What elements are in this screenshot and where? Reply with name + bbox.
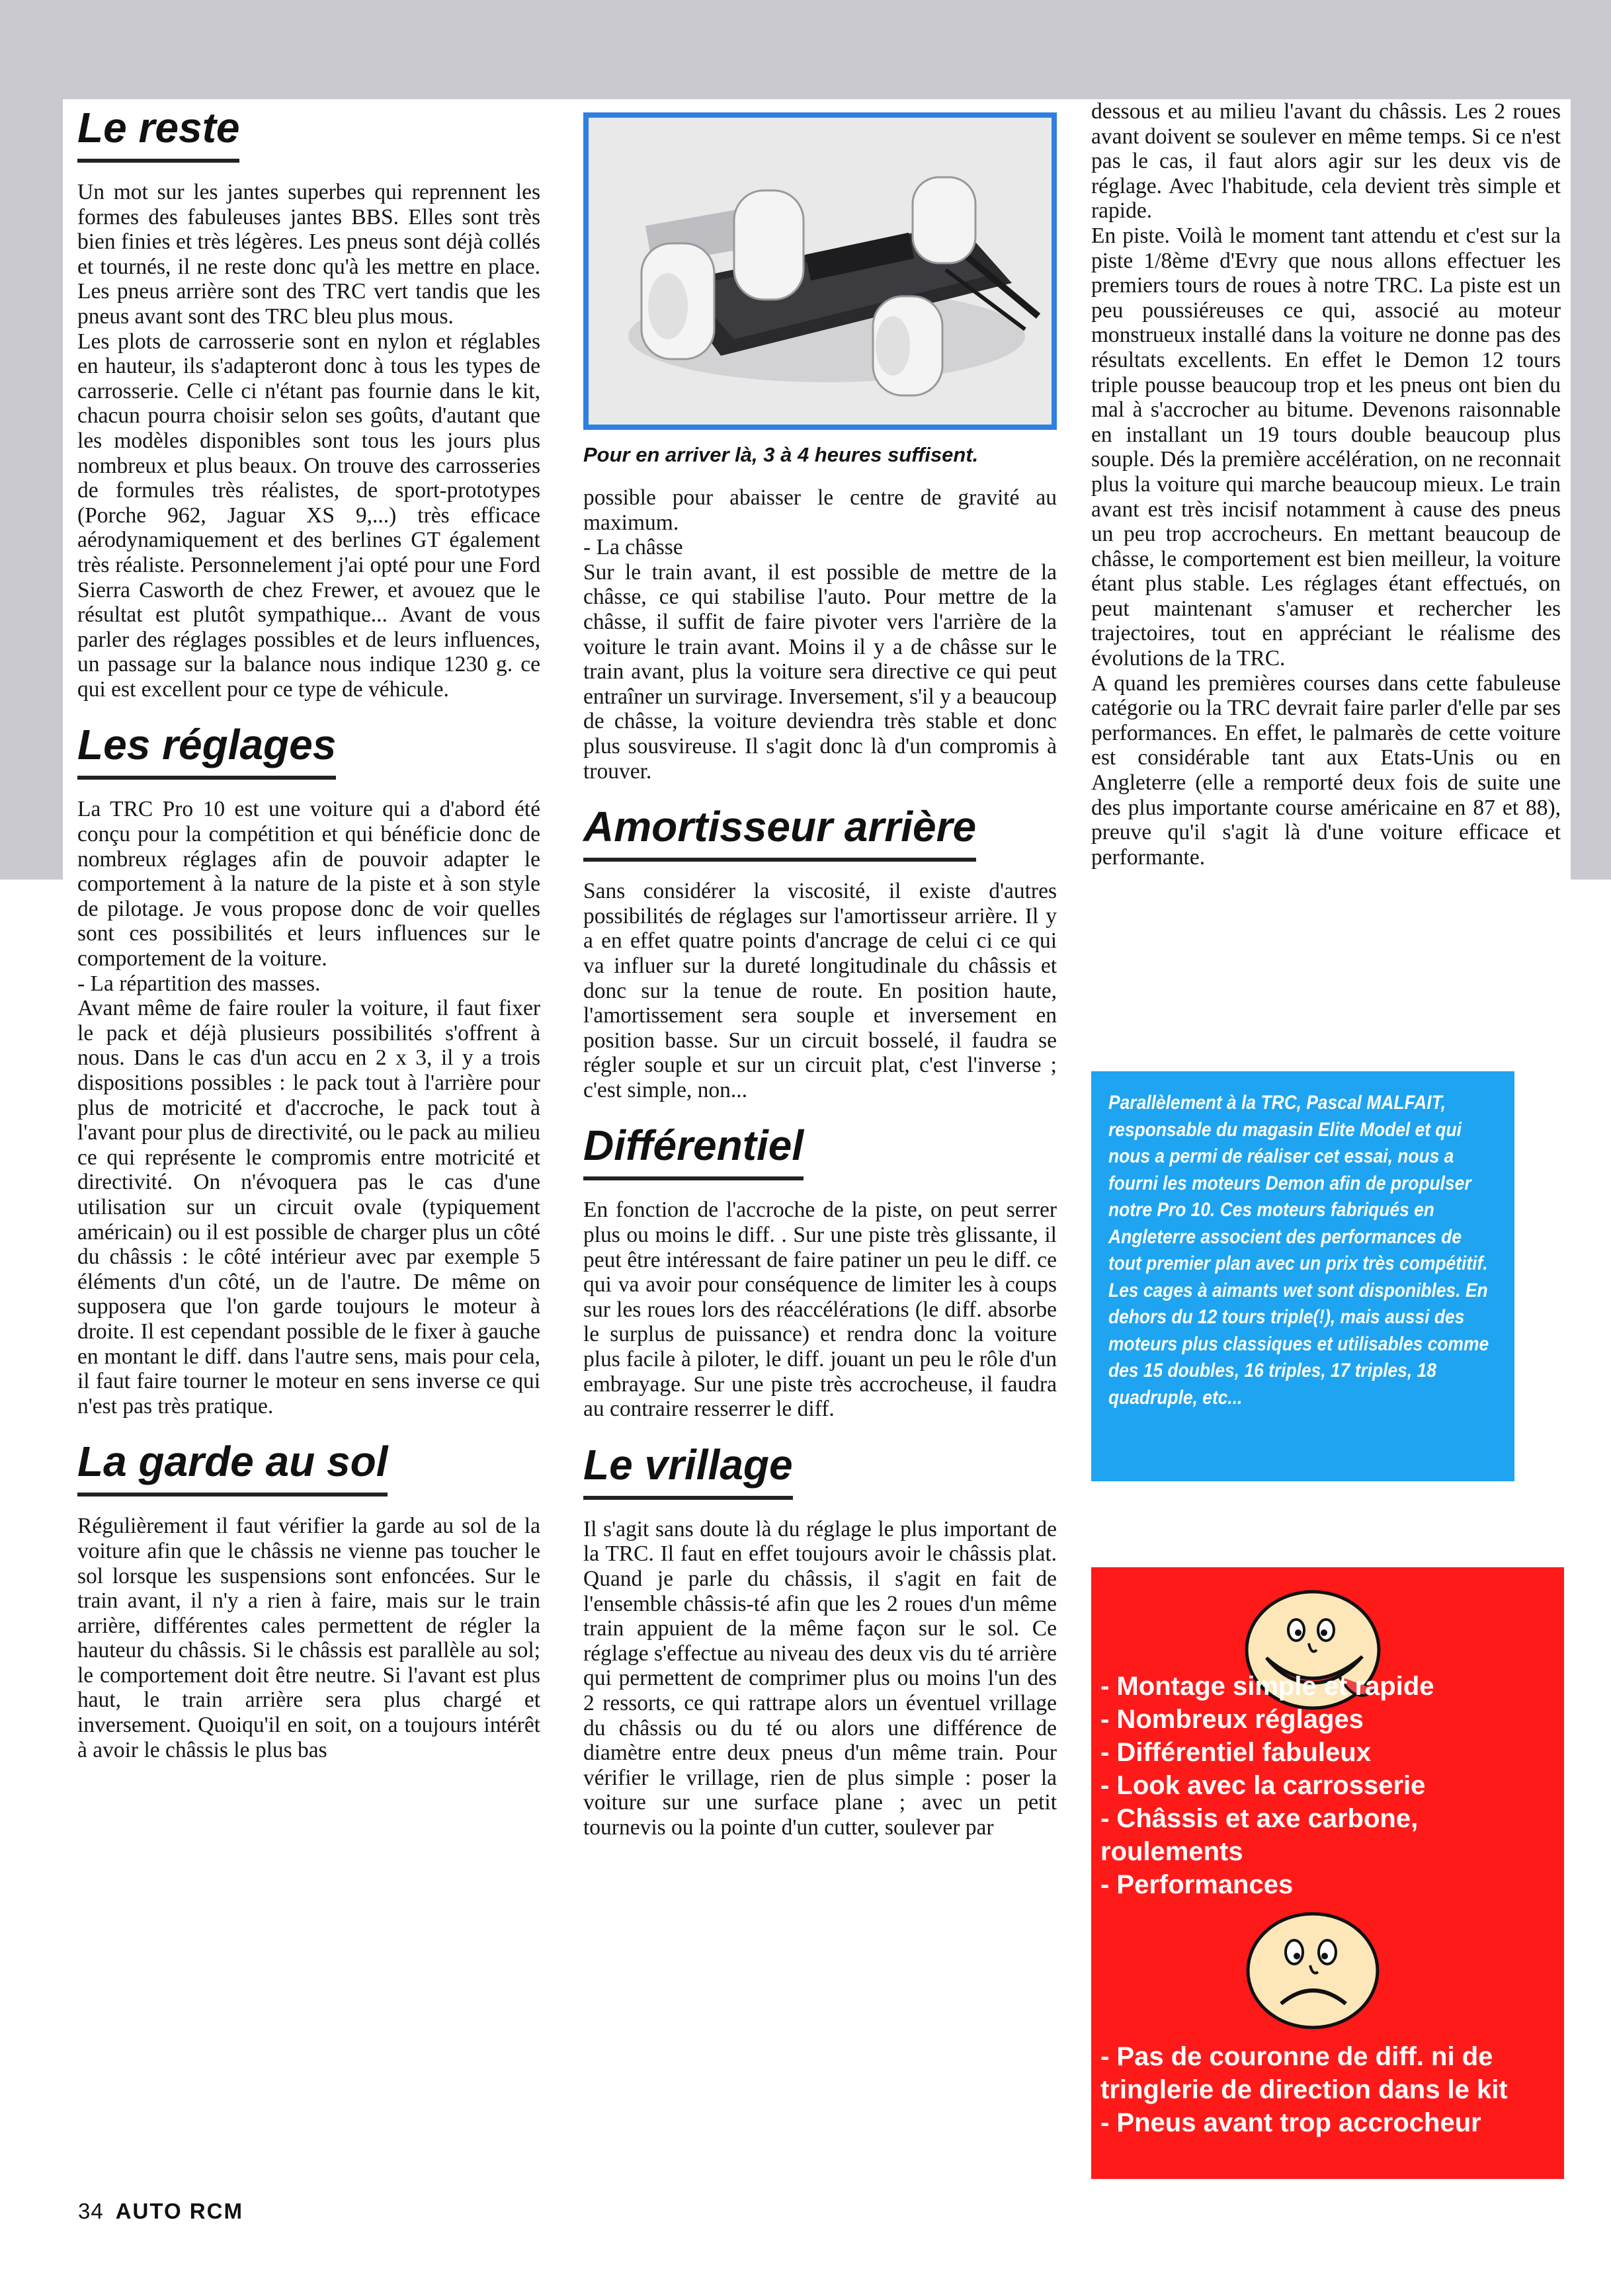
heading-les-reglages: Les réglages <box>77 716 336 780</box>
paragraph-repartition-masses: Avant même de faire rouler la voiture, il faut fixer le pack et déjà plusieurs possibilités s'offrent à nous. Dans le cas d'un accu en 2 x 3, il y a trois dispositions possibles : le pack tout à l'arrière pour plus de motricité et d'accroche, le pack tout à l'avant pour plus de directivité, ou le pack au milieu ce qui représente le compromis entre motricité et directivité. On n'évoquera pas le cas d'une utilisation sur un circuit ovale (typiquement américain) ou il est possible de charger plus un côté du châssis : le côté intérieur avec par exemple 5 éléments d'un côté, un de l'autre. De même on supposera que l'on garde toujours le moteur à droite. Il est cependant possible de le fixer à gauche en montant le diff. dans l'autre sens, mais pour cela, il faut faire tourner le moteur en sens inverse ce qui n'est pas très pratique. <box>77 996 540 1418</box>
pro-item: - Nombreux réglages <box>1100 1705 1364 1734</box>
paragraph-vrillage: Il s'agit sans doute là du réglage le plus important de la TRC. Il faut en effet toujours avoir le châssis plat. Quand je parle du châssis, il s'agit en fait de l'ensemble châssis-té afin que les 2 roues d'un même train appuient de la même façon sur le sol. Ce réglage s'effectue au niveau des deux vis du té arrière qui permettent de comprimer plus ou moins l'un des 2 ressorts, ce qui rattrape alors un éventuel vrillage du châssis ou du té ou alors une différence de diamètre entre deux pneus d'un même train. Pour vérifier le vrillage, rien de plus simple : poser la voiture sur une surface plane ; avec un petit tournevis ou la pointe d'un cutter, soulever par <box>583 1516 1057 1840</box>
paragraph-amortisseur: Sans considérer la viscosité, il existe d'autres possibilités de réglages sur l'amortisseur arrière. Il y a en effet quatre points d'ancrage de celui ci ce qui va influer sur la dureté longitudinale du châssis et donc sur la tenue de route. En position haute, l'amortissement sera souple et inversement en position basse. Sur un circuit bosselé, il faudra se régler souple et sur un circuit plat, c'est l'inverse ; c'est simple, non... <box>583 879 1057 1102</box>
car-chassis-photo <box>583 112 1057 430</box>
paragraph-reglages-intro: La TRC Pro 10 est une voiture qui a d'abord été conçu pour la compétition et qui bénéficie donc de nombreux réglages afin de pouvoir adapter le comportement à la nature de la piste et à son style de pilotage. Je vous propose donc de voir quelles sont ces possibilités et leurs influences sur le comportement de la voiture. <box>77 797 540 971</box>
magazine-name: AUTO RCM <box>115 2199 243 2223</box>
pro-item: - Montage simple et rapide <box>1100 1672 1434 1701</box>
heading-amortisseur-arriere: Amortisseur arrière <box>583 798 976 862</box>
pros-list <box>1100 1670 1530 1901</box>
info-box-demon-motors <box>1091 1071 1514 1481</box>
info-box-text: Parallèlement à la TRC, Pascal MALFAIT, responsable du magasin Elite Model et qui nous a permi de réaliser cet essai, nous a fourni les moteurs Demon afin de propulser notre Pro 10. Ces moteurs fabriqués en Angleterre associent des performances de tout premier plan avec un prix très compétitif. Les cages à aimants wet sont disponibles. En dehors du 12 tours triple(!), mais aussi des moteurs plus classiques et utilisables comme des 15 doubles, 16 triples, 17 triples, 18 quadruple, etc... <box>1108 1092 1489 1409</box>
heading-le-reste: Le reste <box>77 99 239 163</box>
pro-item: - Différentiel fabuleux <box>1100 1738 1371 1767</box>
paragraph-chasse: Sur le train avant, il est possible de mettre de la châsse, ce qui stabilise l'auto. Pour mettre de la châsse, il suffit de faire pivoter vers l'arrière de la voiture le train avant. Moins il y a de châsse sur le train avant, plus la voiture sera directive ce qui peut entraîner un survirage. Inversement, s'il y a beaucoup de châsse, la voiture deviendra très stable et donc plus sousvireuse. Il s'agit donc là d'un compromis à trouver. <box>583 559 1057 784</box>
paragraph-jantes: Un mot sur les jantes superbes qui reprennent les formes des fabuleuses jantes BBS. Elles sont très bien finies et très légères. Les pneus sont déjà collés et tournés, il ne reste donc qu'à les mettre en place. Les pneus arrière sont des TRC vert tandis que les pneus avant sont des TRC bleu plus mous. <box>77 180 540 329</box>
chassis-illustration <box>589 118 1052 425</box>
cons-list <box>1100 2040 1557 2139</box>
heading-le-vrillage: Le vrillage <box>583 1436 793 1500</box>
pro-item: - Performances <box>1100 1870 1294 1899</box>
con-item: - Pas de couronne de diff. ni de tringlerie de direction dans le kit <box>1100 2042 1508 2104</box>
paragraph-repartition-title: - La répartition des masses. <box>77 971 321 996</box>
verdict-box <box>1091 1567 1564 2179</box>
paragraph-garde-au-sol: Régulièrement il faut vérifier la garde au sol de la voiture afin que le châssis ne vienne pas toucher le sol lorsque les suspensions sont enfoncées. Sur le train avant, il n'y a rien à faire, mais sur le train arrière, différentes cales permettent de régler la hauteur du châssis. Si le châssis est parallèle au sol; le comportement doit être neutre. Si l'avant est plus haut, le train arrière sera plus chargé et inversement. Quoiqu'il en soit, on a toujours intérêt à avoir le châssis le plus bas <box>77 1514 540 1762</box>
paragraph-soulever-chassis: dessous et au milieu l'avant du châssis. Les 2 roues avant doivent se soulever en même temps. Si ce n'est pas le cas, il faut alors agir sur les deux vis de réglage. Avec l'habitude, cela devient très simple et rapide. <box>1091 99 1561 224</box>
paragraph-premieres-courses: A quand les premières courses dans cette fabuleuse catégorie ou la TRC devrait faire parler d'elle par ses performances. En effet, le palmarès de cette voiture est considérable tant aux Etats-Unis ou en Angleterre (elle a remporté deux fois de suite une des plus importante course américaine en 87 et 88), preuve qu'il s'agit là d'une voiture efficace et performante. <box>1091 671 1561 870</box>
paragraph-carrosserie: Les plots de carrosserie sont en nylon et réglables en hauteur, ils s'adapteront donc à tous les types de carrosserie. Celle ci n'étant pas fournie dans le kit, chacun pourra choisir selon ses goûts, d'autant que les modèles disponibles sont tous les jours plus nombreux et plus beaux. On trouve des carrosseries de formules très réalistes, de sport-prototypes (Porche 962, Jaguar XS 9,...) très efficace aérodynamiquement et des berlines GT également très réaliste. Personnelement j'ai opté pour une Ford Sierra Casworth de chez Frewer, et avouez que le résultat est plutôt sympathique... Avant de vous parler des réglages possibles et de leurs influences, un passage sur la balance nous indique 1230 g. ce qui est excellent pour ce type de véhicule. <box>77 329 540 702</box>
pro-item: - Look avec la carrosserie <box>1100 1771 1426 1800</box>
photo-caption: Pour en arriver là, 3 à 4 heures suffisent. <box>583 443 979 466</box>
con-item: - Pneus avant trop accrocheur <box>1100 2108 1481 2137</box>
pro-item: - Châssis et axe carbone, roulements <box>1100 1804 1419 1866</box>
column-middle <box>583 99 1057 1840</box>
paragraph-differentiel: En fonction de l'accroche de la piste, on peut serrer plus ou moins le diff. . Sur une piste très glissante, il peut être intéressant de faire patiner un peu le diff. ce qui va avoir pour conséquence de limiter les à coups sur les roues lors des réaccélérations (le diff. absorbe le surplus de puissance) et rendra donc la voiture plus facile à piloter, le diff. jouant un peu le rôle d'un embrayage. Sur une piste très accrocheuse, il faudra au contraire resserrer le diff. <box>583 1198 1057 1422</box>
page-number: 34 <box>78 2199 104 2223</box>
column-right <box>1091 99 1561 870</box>
paragraph-en-piste: En piste. Voilà le moment tant attendu et c'est sur la piste 1/8ème d'Evry que nous allons effectuer les premiers tours de roues à notre TRC. La piste est un peu poussiéreuses ce qui, associé au moteur monstrueux installé dans la voiture ne donne pas des résultats excellents. En effet le Demon 12 tours triple pousse beaucoup trop et les pneus ont bien du mal à s'accrocher au bitume. Devenons raisonnable en installant un 19 tours double beaucoup plus souple. Dés la première accélération, on ne reconnait plus la voiture qui marche beaucoup mieux. Le train avant est très incisif notamment à cause des pneus un peu trop accrocheurs. En mettant beaucoup de châsse, le comportement est bien meilleur, la voiture étant plus stable. Les réglages étant effectués, on peut maintenant s'amuser et rechercher les trajectoires, tout en appréciant le réalisme des évolutions de la TRC. <box>1091 223 1561 671</box>
paragraph-centre-gravite: possible pour abaisser le centre de gravité au maximum. <box>583 485 1057 535</box>
heading-garde-au-sol: La garde au sol <box>77 1433 388 1496</box>
column-left <box>77 99 540 1762</box>
heading-differentiel: Différentiel <box>583 1117 804 1180</box>
frowning-face-icon <box>1240 1905 1385 2037</box>
page-footer <box>78 2199 243 2224</box>
paragraph-chasse-title: - La châsse <box>583 535 683 560</box>
